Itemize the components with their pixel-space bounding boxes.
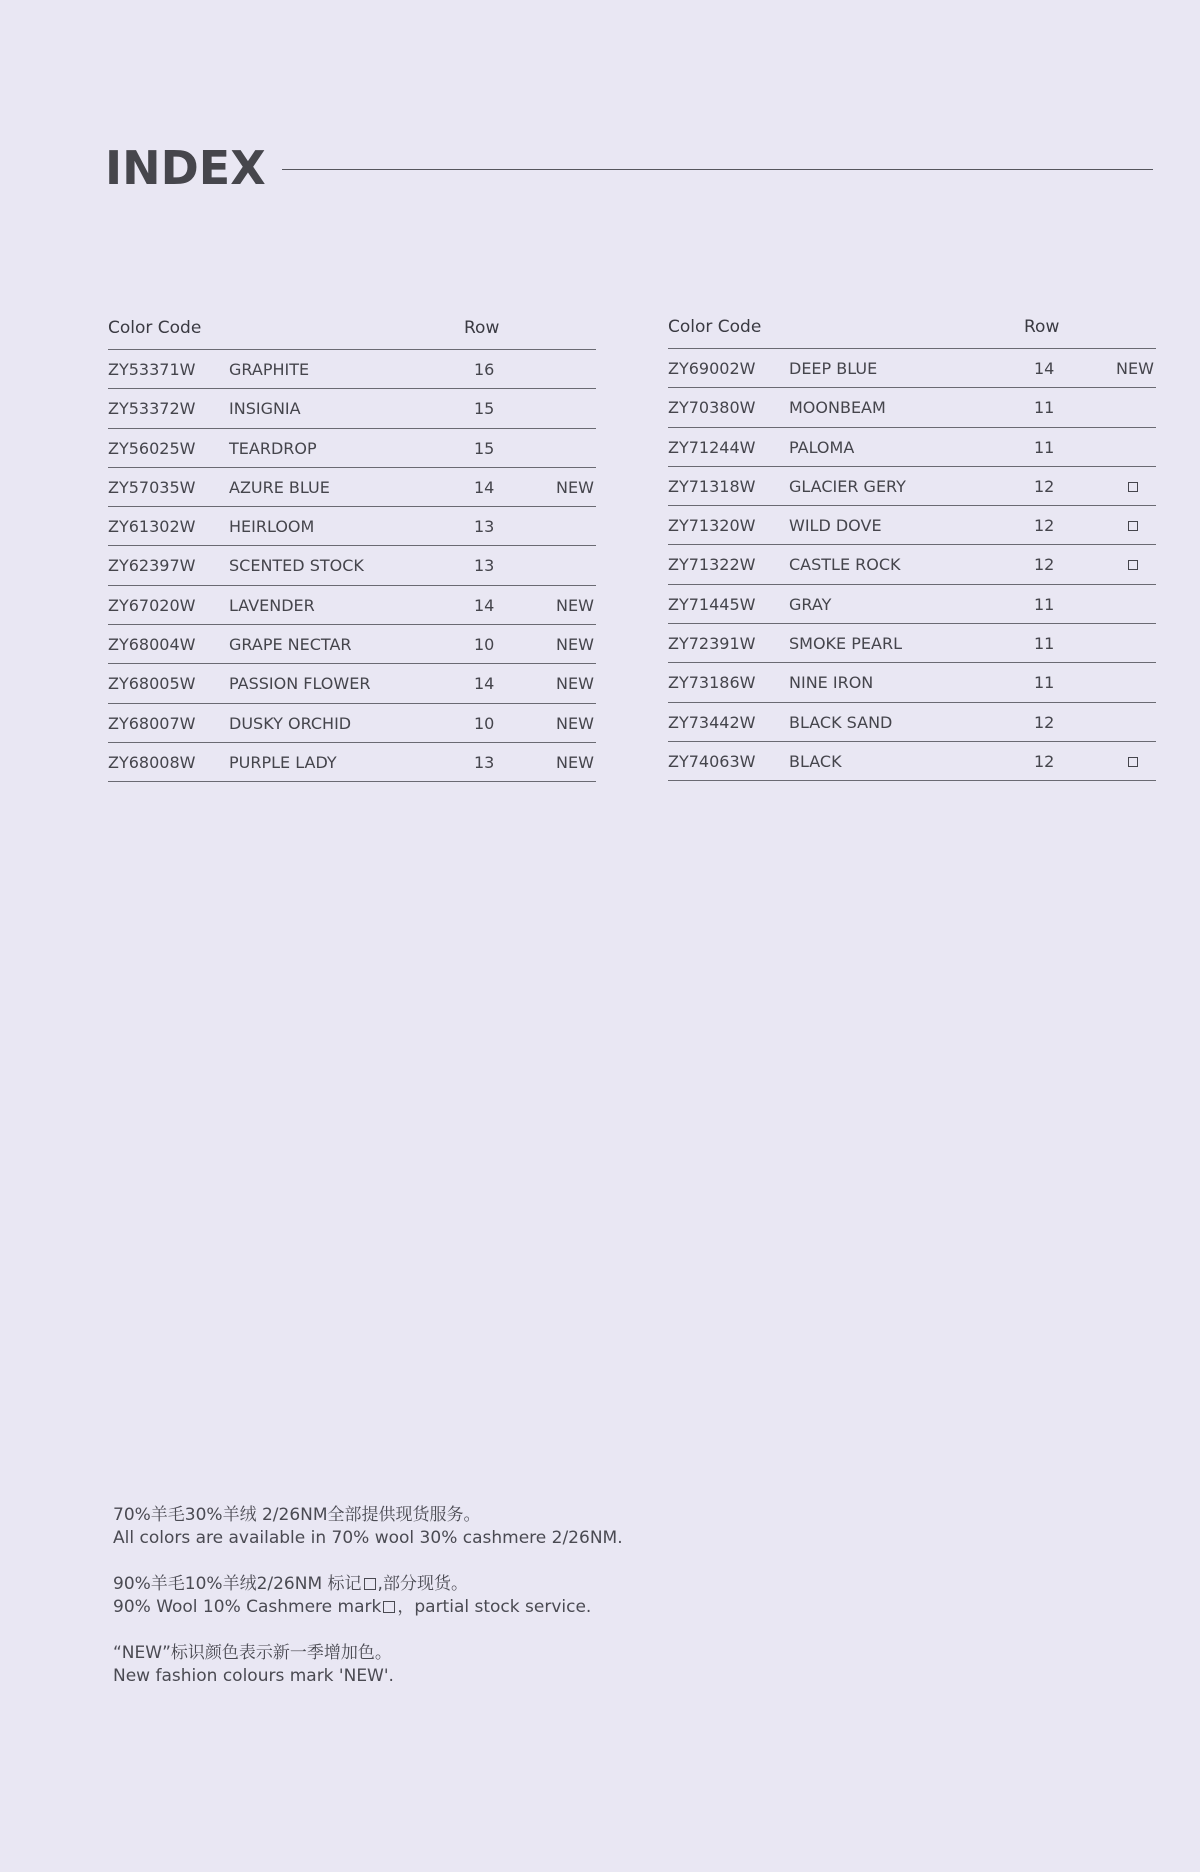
table-row — [108, 507, 596, 546]
row-number-cell: 11 — [1034, 594, 1055, 614]
partial-stock-mark-icon — [1120, 555, 1138, 574]
color-name-cell: BLACK SAND — [789, 712, 893, 732]
color-code-cell: ZY62397W — [108, 556, 196, 576]
table-row — [668, 388, 1156, 427]
color-code-cell: ZY70380W — [668, 398, 756, 418]
note-new-en: New fashion colours mark 'NEW'. — [113, 1666, 394, 1686]
color-code-cell: ZY73186W — [668, 673, 756, 693]
row-number-cell: 15 — [474, 399, 495, 419]
note-mark-en-b: ，partial stock service. — [397, 1597, 592, 1617]
new-badge: NEW — [556, 595, 594, 615]
color-name-cell: PALOMA — [789, 437, 855, 457]
color-name-cell: AZURE BLUE — [229, 477, 330, 497]
color-name-cell: MOONBEAM — [789, 398, 886, 418]
new-badge: NEW — [556, 752, 594, 772]
table-row — [108, 468, 596, 507]
color-code-cell: ZY68008W — [108, 752, 196, 772]
mark-box-icon — [383, 1601, 395, 1613]
color-name-cell: WILD DOVE — [789, 516, 882, 536]
page-title: INDEX — [105, 141, 266, 195]
table-row — [668, 703, 1156, 742]
color-name-cell: PURPLE LADY — [229, 752, 337, 772]
row-number-cell: 11 — [1034, 437, 1055, 457]
index-table-left — [108, 310, 596, 782]
color-code-cell: ZY61302W — [108, 517, 196, 537]
row-number-cell: 14 — [1034, 359, 1055, 378]
row-number-cell: 11 — [1034, 634, 1055, 654]
color-name-cell: HEIRLOOM — [229, 517, 315, 537]
table-row — [108, 743, 596, 782]
table-row — [668, 428, 1156, 467]
row-number-cell: 11 — [1034, 398, 1055, 418]
table-row — [108, 350, 596, 389]
table-row — [108, 429, 596, 468]
partial-stock-mark-icon — [1120, 477, 1138, 496]
color-name-cell: GRAPE NECTAR — [229, 635, 352, 655]
row-number-cell: 12 — [1034, 476, 1055, 496]
color-name-cell: GRAPHITE — [229, 360, 310, 379]
color-name-cell: TEARDROP — [229, 438, 317, 458]
table-row — [668, 585, 1156, 624]
table-row — [668, 545, 1156, 584]
new-badge: NEW — [556, 635, 594, 655]
table-body-left — [108, 350, 596, 782]
color-code-cell: ZY71244W — [668, 437, 756, 457]
color-code-cell: ZY71320W — [668, 516, 756, 536]
note-mark-cn-a: 90%羊毛10%羊绒2/26NM 标记 — [113, 1574, 362, 1594]
partial-stock-mark-icon — [1120, 752, 1138, 771]
partial-stock-mark-icon — [1120, 516, 1138, 535]
color-name-cell: SCENTED STOCK — [229, 556, 364, 576]
row-number-cell: 14 — [474, 477, 495, 497]
footnotes — [113, 1504, 623, 1711]
color-name-cell: LAVENDER — [229, 595, 315, 615]
color-code-cell: ZY68005W — [108, 674, 196, 694]
color-name-cell: BLACK — [789, 751, 842, 771]
mark-box-icon — [364, 1578, 376, 1590]
color-name-cell: CASTLE ROCK — [789, 555, 901, 575]
table-row — [668, 467, 1156, 506]
note-mark-cn-b: ,部分现货。 — [377, 1574, 468, 1594]
title-divider — [282, 169, 1153, 170]
table-row — [668, 506, 1156, 545]
color-code-cell: ZY53371W — [108, 360, 196, 379]
color-code-cell: ZY56025W — [108, 438, 196, 458]
table-row — [108, 664, 596, 703]
index-table-right — [668, 309, 1156, 781]
header-row: Row — [464, 318, 500, 338]
color-code-cell: ZY71445W — [668, 594, 756, 614]
row-number-cell: 14 — [474, 595, 495, 615]
row-number-cell: 14 — [474, 674, 495, 694]
new-badge: NEW — [1116, 359, 1154, 378]
note-mark-en — [113, 1596, 623, 1619]
new-badge: NEW — [556, 477, 594, 497]
color-code-cell: ZY67020W — [108, 595, 196, 615]
square-icon — [1128, 521, 1138, 531]
color-code-cell: ZY53372W — [108, 399, 196, 419]
table-row — [108, 625, 596, 664]
color-name-cell: PASSION FLOWER — [229, 674, 371, 694]
row-number-cell: 13 — [474, 752, 495, 772]
row-number-cell: 12 — [1034, 555, 1055, 575]
color-code-cell: ZY71322W — [668, 555, 756, 575]
new-badge: NEW — [556, 713, 594, 733]
color-code-cell: ZY68007W — [108, 713, 196, 733]
note-mark — [113, 1573, 623, 1619]
new-badge: NEW — [556, 674, 594, 694]
table-row — [668, 742, 1156, 781]
color-name-cell: NINE IRON — [789, 673, 874, 693]
note-mark-cn — [113, 1573, 623, 1596]
color-code-cell: ZY57035W — [108, 477, 196, 497]
row-number-cell: 13 — [474, 556, 495, 576]
row-number-cell: 13 — [474, 517, 495, 537]
row-number-cell: 12 — [1034, 751, 1055, 771]
color-code-cell: ZY72391W — [668, 634, 756, 654]
row-number-cell: 15 — [474, 438, 495, 458]
table-row — [108, 389, 596, 428]
header-color-code: Color Code — [668, 317, 762, 337]
color-code-cell: ZY68004W — [108, 635, 196, 655]
row-number-cell: 16 — [474, 360, 495, 379]
table-row — [668, 624, 1156, 663]
color-name-cell: GRAY — [789, 594, 832, 614]
row-number-cell: 11 — [1034, 673, 1055, 693]
color-name-cell: DUSKY ORCHID — [229, 713, 352, 733]
color-name-cell: DEEP BLUE — [789, 359, 878, 378]
table-row — [108, 586, 596, 625]
note-stock-cn: 70%羊毛30%羊绒 2/26NM全部提供现货服务。 — [113, 1505, 481, 1525]
header-color-code: Color Code — [108, 318, 202, 338]
note-stock-en: All colors are available in 70% wool 30% cashmere 2/26NM. — [113, 1528, 623, 1548]
color-code-cell: ZY69002W — [668, 359, 756, 378]
note-stock — [113, 1504, 623, 1550]
table-row — [108, 546, 596, 585]
note-new-cn: “NEW”标识颜色表示新一季增加色。 — [113, 1643, 392, 1663]
square-icon — [1128, 560, 1138, 570]
table-header — [108, 310, 596, 350]
title-row — [105, 138, 1153, 198]
table-body-right — [668, 349, 1156, 781]
color-code-cell: ZY74063W — [668, 751, 756, 771]
table-row — [668, 663, 1156, 702]
row-number-cell: 10 — [474, 635, 495, 655]
row-number-cell: 10 — [474, 713, 495, 733]
table-row — [108, 704, 596, 743]
square-icon — [1128, 757, 1138, 767]
square-icon — [1128, 482, 1138, 492]
table-row — [668, 349, 1156, 388]
color-name-cell: GLACIER GERY — [789, 476, 906, 496]
color-code-cell: ZY73442W — [668, 712, 756, 732]
color-name-cell: SMOKE PEARL — [789, 634, 902, 654]
color-name-cell: INSIGNIA — [229, 399, 301, 419]
note-new — [113, 1642, 623, 1688]
row-number-cell: 12 — [1034, 712, 1055, 732]
row-number-cell: 12 — [1034, 516, 1055, 536]
header-row: Row — [1024, 317, 1060, 337]
note-mark-en-a: 90% Wool 10% Cashmere mark — [113, 1597, 382, 1617]
color-code-cell: ZY71318W — [668, 476, 756, 496]
table-header — [668, 309, 1156, 349]
